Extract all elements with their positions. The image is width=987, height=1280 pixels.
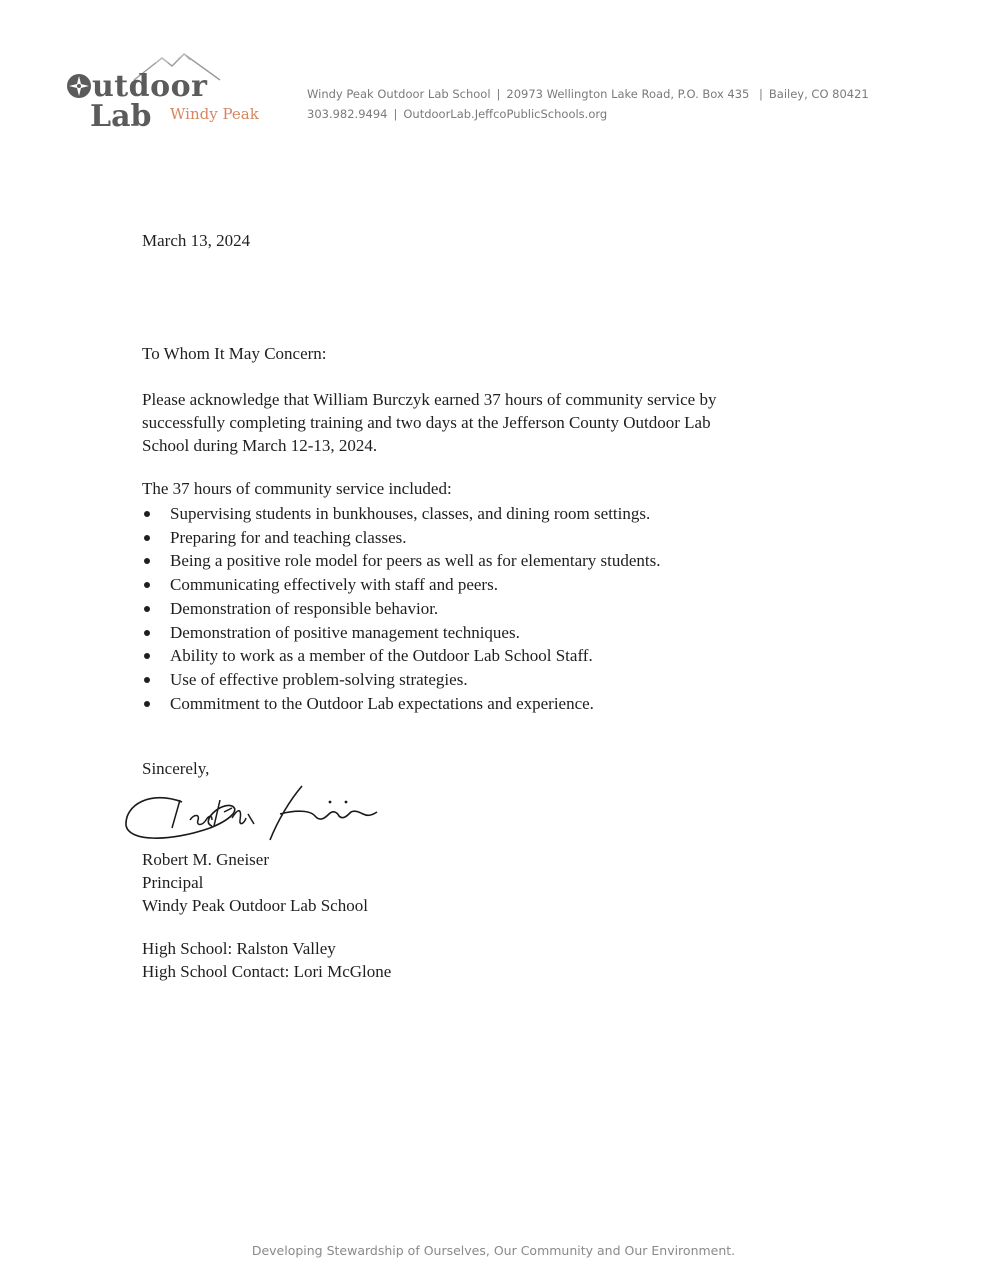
paragraph-line: School during March 12-13, 2024. bbox=[142, 436, 378, 455]
list-item: Commitment to the Outdoor Lab expectations and experience. bbox=[142, 692, 842, 716]
website-link[interactable]: OutdoorLab.JeffcoPublicSchools.org bbox=[403, 107, 608, 121]
letterhead-address: Windy Peak Outdoor Lab School | 20973 Wellington Lake Road, P.O. Box 435 | Bailey, CO 80421 303.982.9494 | OutdoorLab.JeffcoPublicSchools.org bbox=[307, 87, 869, 121]
compass-star-icon bbox=[66, 73, 92, 99]
letter-paragraph bbox=[142, 388, 822, 457]
high-school-contact: High School Contact: Lori McGlone bbox=[142, 962, 392, 981]
letter-date: March 13, 2024 bbox=[142, 231, 251, 250]
footer-tagline: Developing Stewardship of Ourselves, Our Community and Our Environment. bbox=[251, 1243, 736, 1258]
logo bbox=[66, 52, 276, 132]
signer-name: Robert M. Gneiser bbox=[142, 850, 270, 869]
signature-block bbox=[142, 848, 368, 917]
paragraph-line: successfully completing training and two days at the Jefferson County Outdoor Lab bbox=[142, 413, 711, 432]
letter-closing: Sincerely, bbox=[142, 759, 210, 778]
street-address: 20973 Wellington Lake Road, P.O. Box 435 bbox=[506, 87, 750, 101]
list-item: Demonstration of responsible behavior. bbox=[142, 597, 842, 621]
signer-organization: Windy Peak Outdoor Lab School bbox=[142, 896, 368, 915]
logo-lab-wordmark: Lab bbox=[90, 99, 152, 134]
handwritten-signature bbox=[120, 780, 380, 850]
list-item: Supervising students in bunkhouses, classes, and dining room settings. bbox=[142, 502, 842, 526]
list-intro: The 37 hours of community service included: bbox=[142, 479, 452, 498]
logo-outdoor-wordmark: utdoor bbox=[66, 72, 207, 102]
list-item: Being a positive role model for peers as well as for elementary students. bbox=[142, 549, 842, 573]
phone-number: 303.982.9494 bbox=[307, 107, 388, 121]
paragraph-line: Please acknowledge that William Burczyk earned 37 hours of community service by bbox=[142, 390, 717, 409]
city-address: Bailey, CO 80421 bbox=[768, 87, 869, 101]
school-name: Windy Peak Outdoor Lab School bbox=[307, 87, 491, 101]
list-item: Communicating effectively with staff and peers. bbox=[142, 573, 842, 597]
list-item: Demonstration of positive management techniques. bbox=[142, 621, 842, 645]
letter-greeting: To Whom It May Concern: bbox=[142, 344, 327, 363]
list-item: Preparing for and teaching classes. bbox=[142, 526, 842, 550]
signer-title: Principal bbox=[142, 873, 204, 892]
service-list bbox=[142, 502, 842, 715]
list-item: Ability to work as a member of the Outdoor Lab School Staff. bbox=[142, 644, 842, 668]
list-item: Use of effective problem-solving strategies. bbox=[142, 668, 842, 692]
logo-windy-peak: Windy Peak bbox=[170, 105, 259, 123]
high-school-info bbox=[142, 937, 391, 983]
high-school: High School: Ralston Valley bbox=[142, 939, 336, 958]
